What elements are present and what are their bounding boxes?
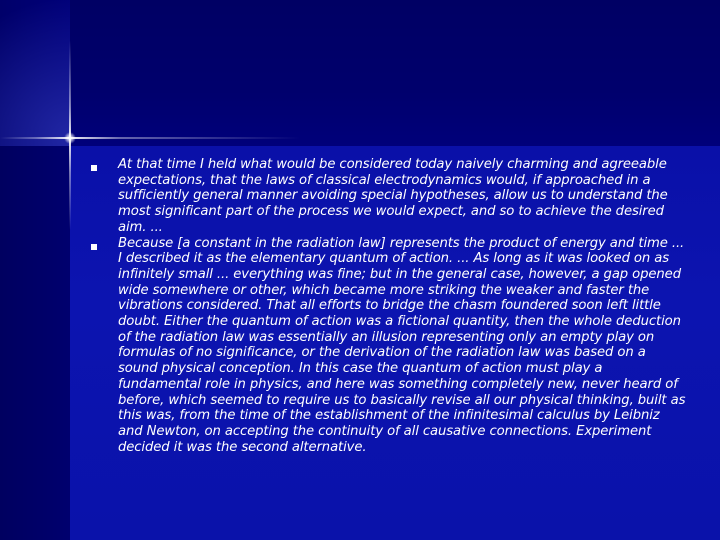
square-bullet-icon <box>91 165 97 171</box>
background-top-band <box>70 0 720 146</box>
bullet-item <box>86 157 686 236</box>
light-flare-icon <box>64 132 76 144</box>
square-bullet-icon <box>91 244 97 250</box>
bullet-text: At that time I held what would be considered today naively charming and agreeable expectations, that the laws of classical electrodynamics would, if approached in a sufficiently general manner avoiding special hypotheses, allow us to understand the most significant part of the process we would expect, and so to achieve the desired aim. ... <box>118 157 668 235</box>
bullet-text: Because [a constant in the radiation law] represents the product of energy and time ... I described it as the elementary quantum of action. ... As long as it was looked on as infinitely small ... everything was fine; but in the general case, however, a gap opened wide somewhere or other, which became more striking the weaker and faster the vibrations considered. That all efforts to bridge the chasm foundered soon left little doubt. Either the quantum of action was a fictional quantity, then the whole deduction of the radiation law was essentially an illusion representing only an empty play on formulas of no significance, or the derivation of the radiation law was based on a sound physical conception. In this case the quantum of action must play a fundamental role in physics, and here was something completely new, never heard of before, which seemed to require us to basically revise all our physical thinking, built as this was, from the time of the establishment of the infinitesimal calculus by Leibniz and Newton, on accepting the continuity of all causative connections. Experiment decided it was the second alternative. <box>118 235 686 455</box>
light-flare-horizontal <box>0 137 300 139</box>
bullet-list <box>86 157 686 455</box>
bullet-item <box>86 236 686 456</box>
background-left-band <box>0 146 70 540</box>
